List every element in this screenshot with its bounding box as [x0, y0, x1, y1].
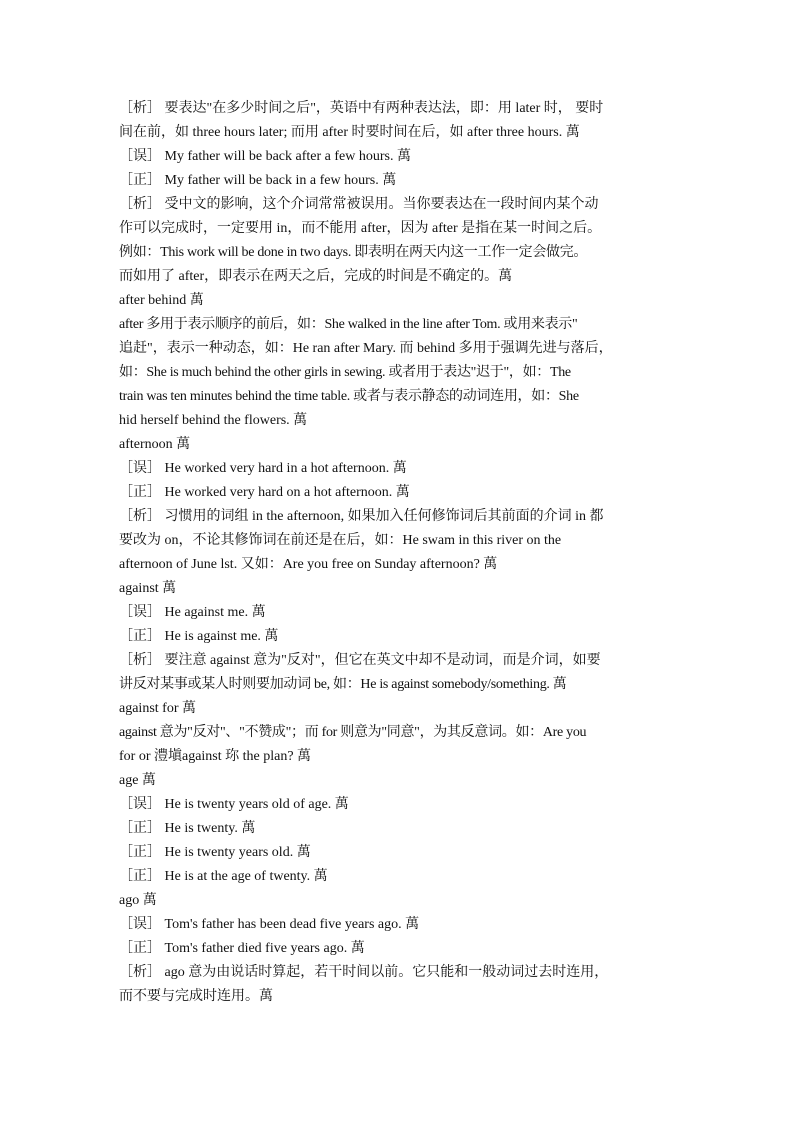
text-line: after 多用于表示顺序的前后，如：She walked in the line after Tom. 或用来表示" — [119, 317, 578, 332]
text-line: ［正］ He is twenty years old. 萬 — [119, 845, 311, 860]
document-body — [119, 97, 679, 1009]
text-line: ［误］ He is twenty years old of age. 萬 — [119, 797, 349, 812]
text-line: 例如：This work will be done in two days. 即表明在两天内这一工作一定会做完。 — [119, 245, 588, 260]
entry-heading: against for 萬 — [119, 701, 196, 716]
text-line: ［析］ 要表达"在多少时间之后"，英语中有两种表达法，即：用 later 时， 要时 — [119, 101, 604, 116]
text-line: ［误］ My father will be back after a few hours. 萬 — [119, 149, 411, 164]
text-line: ［正］ He is against me. 萬 — [119, 629, 279, 644]
entry-heading: ago 萬 — [119, 893, 157, 908]
text-line: ［误］ He against me. 萬 — [119, 605, 266, 620]
text-line: ［析］ 要注意 against 意为"反对"，但它在英文中却不是动词，而是介词，如要 — [119, 653, 601, 668]
text-line: ［误］ He worked very hard in a hot afternoon. 萬 — [119, 461, 407, 476]
entry-heading: after behind 萬 — [119, 293, 204, 308]
text-line: 间在前，如 three hours later; 而用 after 时要时间在后，如 after three hours. 萬 — [119, 125, 580, 140]
text-line: 而如用了 after，即表示在两天之后，完成的时间是不确定的。萬 — [119, 269, 513, 284]
text-line: for or 澧塡against 珎 the plan? 萬 — [119, 749, 312, 764]
entry-heading: afternoon 萬 — [119, 437, 191, 452]
text-line: ［析］ 受中文的影响，这个介词常常被误用。当你要表达在一段时间内某个动 — [119, 197, 599, 212]
text-line: ［正］ He is twenty. 萬 — [119, 821, 256, 836]
text-line: 而不要与完成时连用。萬 — [119, 989, 273, 1004]
text-line: ［正］ He worked very hard on a hot afternoon. 萬 — [119, 485, 410, 500]
text-line: afternoon of June lst. 又如：Are you free on Sunday afternoon? 萬 — [119, 557, 498, 572]
entry-heading: against 萬 — [119, 581, 177, 596]
text-line: ［析］ ago 意为由说话时算起，若干时间以前。它只能和一般动词过去时连用， — [119, 965, 609, 980]
text-line: 作可以完成时，一定要用 in，而不能用 after，因为 after 是指在某一时间之后。 — [119, 221, 602, 236]
text-line: 要改为 on，不论其修饰词在前还是在后，如：He swam in this river on the — [119, 533, 562, 548]
text-line: ［析］ 习惯用的词组 in the afternoon, 如果加入任何修饰词后其前面的介词 in 都 — [119, 509, 604, 524]
text-line: 追赶"，表示一种动态，如：He ran after Mary. 而 behind 多用于强调先进与落后， — [119, 341, 613, 356]
text-line: ［正］ My father will be back in a few hours. 萬 — [119, 173, 397, 188]
text-line: 讲反对某事或某人时则要加动词 be, 如：He is against somebody/something. 萬 — [119, 677, 567, 692]
text-line: ［正］ He is at the age of twenty. 萬 — [119, 869, 328, 884]
entry-heading: age 萬 — [119, 773, 156, 788]
text-line: train was ten minutes behind the time table. 或者与表示静态的动词连用，如：She — [119, 389, 579, 404]
text-line: ［正］ Tom's father died five years ago. 萬 — [119, 941, 365, 956]
text-line: ［误］ Tom's father has been dead five years ago. 萬 — [119, 917, 420, 932]
text-line: hid herself behind the flowers. 萬 — [119, 413, 308, 428]
text-line: against 意为"反对"、"不赞成"；而 for 则意为"同意"，为其反意词。如：Are you — [119, 725, 587, 740]
text-line: 如：She is much behind the other girls in sewing. 或者用于表达"迟于"，如：The — [119, 365, 571, 380]
